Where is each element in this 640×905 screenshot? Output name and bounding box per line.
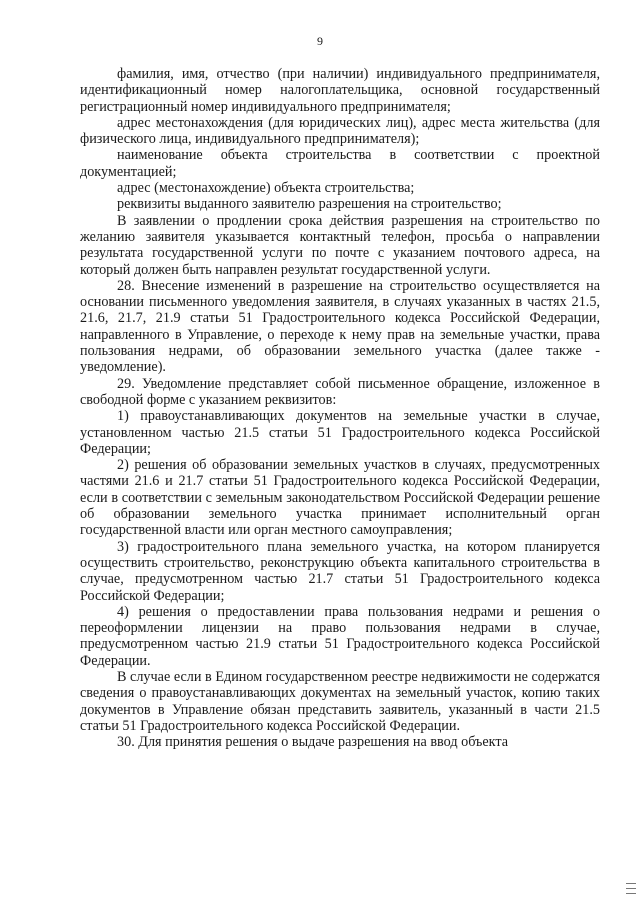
paragraph-29: 29. Уведомление представляет собой письменное обращение, изложенное в свободной форме с указанием реквизитов: xyxy=(80,375,600,408)
paragraph-address: адрес местонахождения (для юридических лиц), адрес места жительства (для физического лица, индивидуального предпринимателя); xyxy=(80,114,600,148)
paragraph-object-address: адрес (местонахождение) объекта строительства; xyxy=(117,180,415,197)
paragraph-object-name: наименование объекта строительства в соответствии с проектной документацией; xyxy=(80,147,600,180)
paragraph-28: 28. Внесение изменений в разрешение на строительство осуществляется на основании письменного уведомления заявителя, в случаях указанных в частях 21.5, 21.6, 21.7, 21.9 статьи 51 Градостроительного кодекса Российской Федерации, направленного в Управление, о переходе к нему прав на земельные участки, права пользования недрами, об образовании земельного участка (далее также - уведомление). xyxy=(80,277,600,376)
list-item-1: 1) правоустанавливающих документов на земельные участки в случае, установленном частью 21.5 статьи 51 Градостроительного кодекса Российской Федерации; xyxy=(80,408,600,457)
paragraph-extension-request: В заявлении о продлении срока действия разрешения на строительство по желанию заявителя указывается контактный телефон, просьба о направлении результата государственной услуги по почте с указанием почтового адреса, на который должен быть направлен результат государственной услуги. xyxy=(80,212,600,278)
scan-edge-mark xyxy=(626,883,636,899)
paragraph-registry-note: В случае если в Едином государственном реестре недвижимости не содержатся сведения о правоустанавливающих документах на земельный участок, копию таких документов в Управление обязан представить заявитель, указанный в части 21.5 статьи 51 Градостроительного кодекса Российской Федерации. xyxy=(80,668,600,734)
paragraph-permit-details: реквизиты выданного заявителю разрешения на строительство; xyxy=(117,196,502,213)
list-item-3: 3) градостроительного плана земельного участка, на котором планируется осуществить строительство, реконструкцию объекта капитального строительства в случае, предусмотренном частью 21.7 статьи 51 Градостроительного кодекса Российской Федерации; xyxy=(80,538,600,604)
document-body xyxy=(80,66,600,750)
list-item-2: 2) решения об образовании земельных участков в случаях, предусмотренных частями 21.6 и 21.7 статьи 51 Градостроительного кодекса Российской Федерации, если в соответствии с земельным законодательством Российской Федерации решение об образовании земельного участка принимает исполнительный орган государственной власти или орган местного самоуправления; xyxy=(80,457,600,539)
paragraph-30: 30. Для принятия решения о выдаче разрешения на ввод объекта xyxy=(117,734,509,751)
paragraph-applicant-name: фамилия, имя, отчество (при наличии) индивидуального предпринимателя, идентификационный номер налогоплательщика, основной государственный регистрационный номер индивидуального предпринимателя; xyxy=(80,66,600,115)
page-number: 9 xyxy=(317,34,323,48)
list-item-4: 4) решения о предоставлении права пользования недрами и решения о переоформлении лицензии на право пользования недрами в случае, предусмотренном частью 21.9 статьи 51 Градостроительного кодекса Российской Федерации. xyxy=(80,603,600,669)
